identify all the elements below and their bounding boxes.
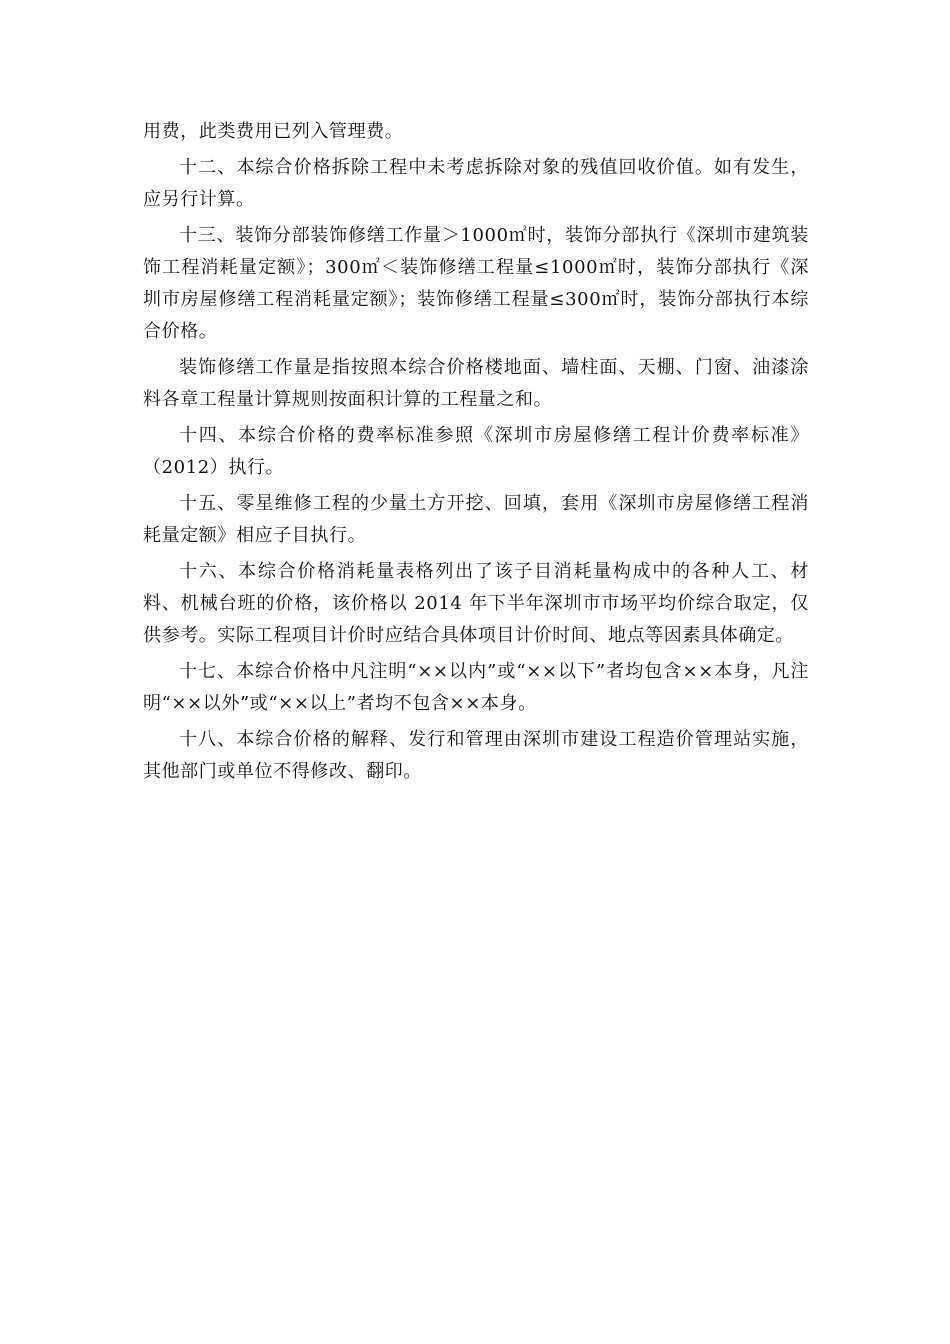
- paragraph-item-16: 十六、本综合价格消耗量表格列出了该子目消耗量构成中的各种人工、材料、机械台班的价格，该价格以 2014 年下半年深圳市市场平均价综合取定，仅供参考。实际工程项目计价时应结合具体项目计价时间、地点等因素具体确定。: [143, 561, 809, 646]
- paragraph-item-12: 十二、本综合价格拆除工程中未考虑拆除对象的残值回收价值。如有发生，应另行计算。: [143, 157, 809, 210]
- paragraph-item-13-note: 装饰修缮工作量是指按照本综合价格楼地面、墙柱面、天棚、门窗、油漆涂料各章工程量计算规则按面积计算的工程量之和。: [143, 357, 809, 410]
- paragraph-item-17: 十七、本综合价格中凡注明“××以内”或“××以下”者均包含××本身，凡注明“××以外”或“××以上”者均不包含××本身。: [143, 661, 809, 714]
- paragraph-item-13: 十三、装饰分部装饰修缮工作量＞1000㎡时，装饰分部执行《深圳市建筑装饰工程消耗量定额》；300㎡＜装饰修缮工程量≤1000㎡时，装饰分部执行《深圳市房屋修缮工程消耗量定额》；装饰修缮工程量≤300㎡时，装饰分部执行本综合价格。: [143, 225, 809, 342]
- paragraph-continuation: 用费，此类费用已列入管理费。: [143, 121, 404, 142]
- paragraph-item-15: 十五、零星维修工程的少量土方开挖、回填，套用《深圳市房屋修缮工程消耗量定额》相应子目执行。: [143, 493, 809, 546]
- document-page: [143, 116, 809, 792]
- paragraph-item-18: 十八、本综合价格的解释、发行和管理由深圳市建设工程造价管理站实施，其他部门或单位不得修改、翻印。: [143, 729, 809, 782]
- paragraph-item-14: 十四、本综合价格的费率标准参照《深圳市房屋修缮工程计价费率标准》（2012）执行。: [143, 425, 809, 478]
